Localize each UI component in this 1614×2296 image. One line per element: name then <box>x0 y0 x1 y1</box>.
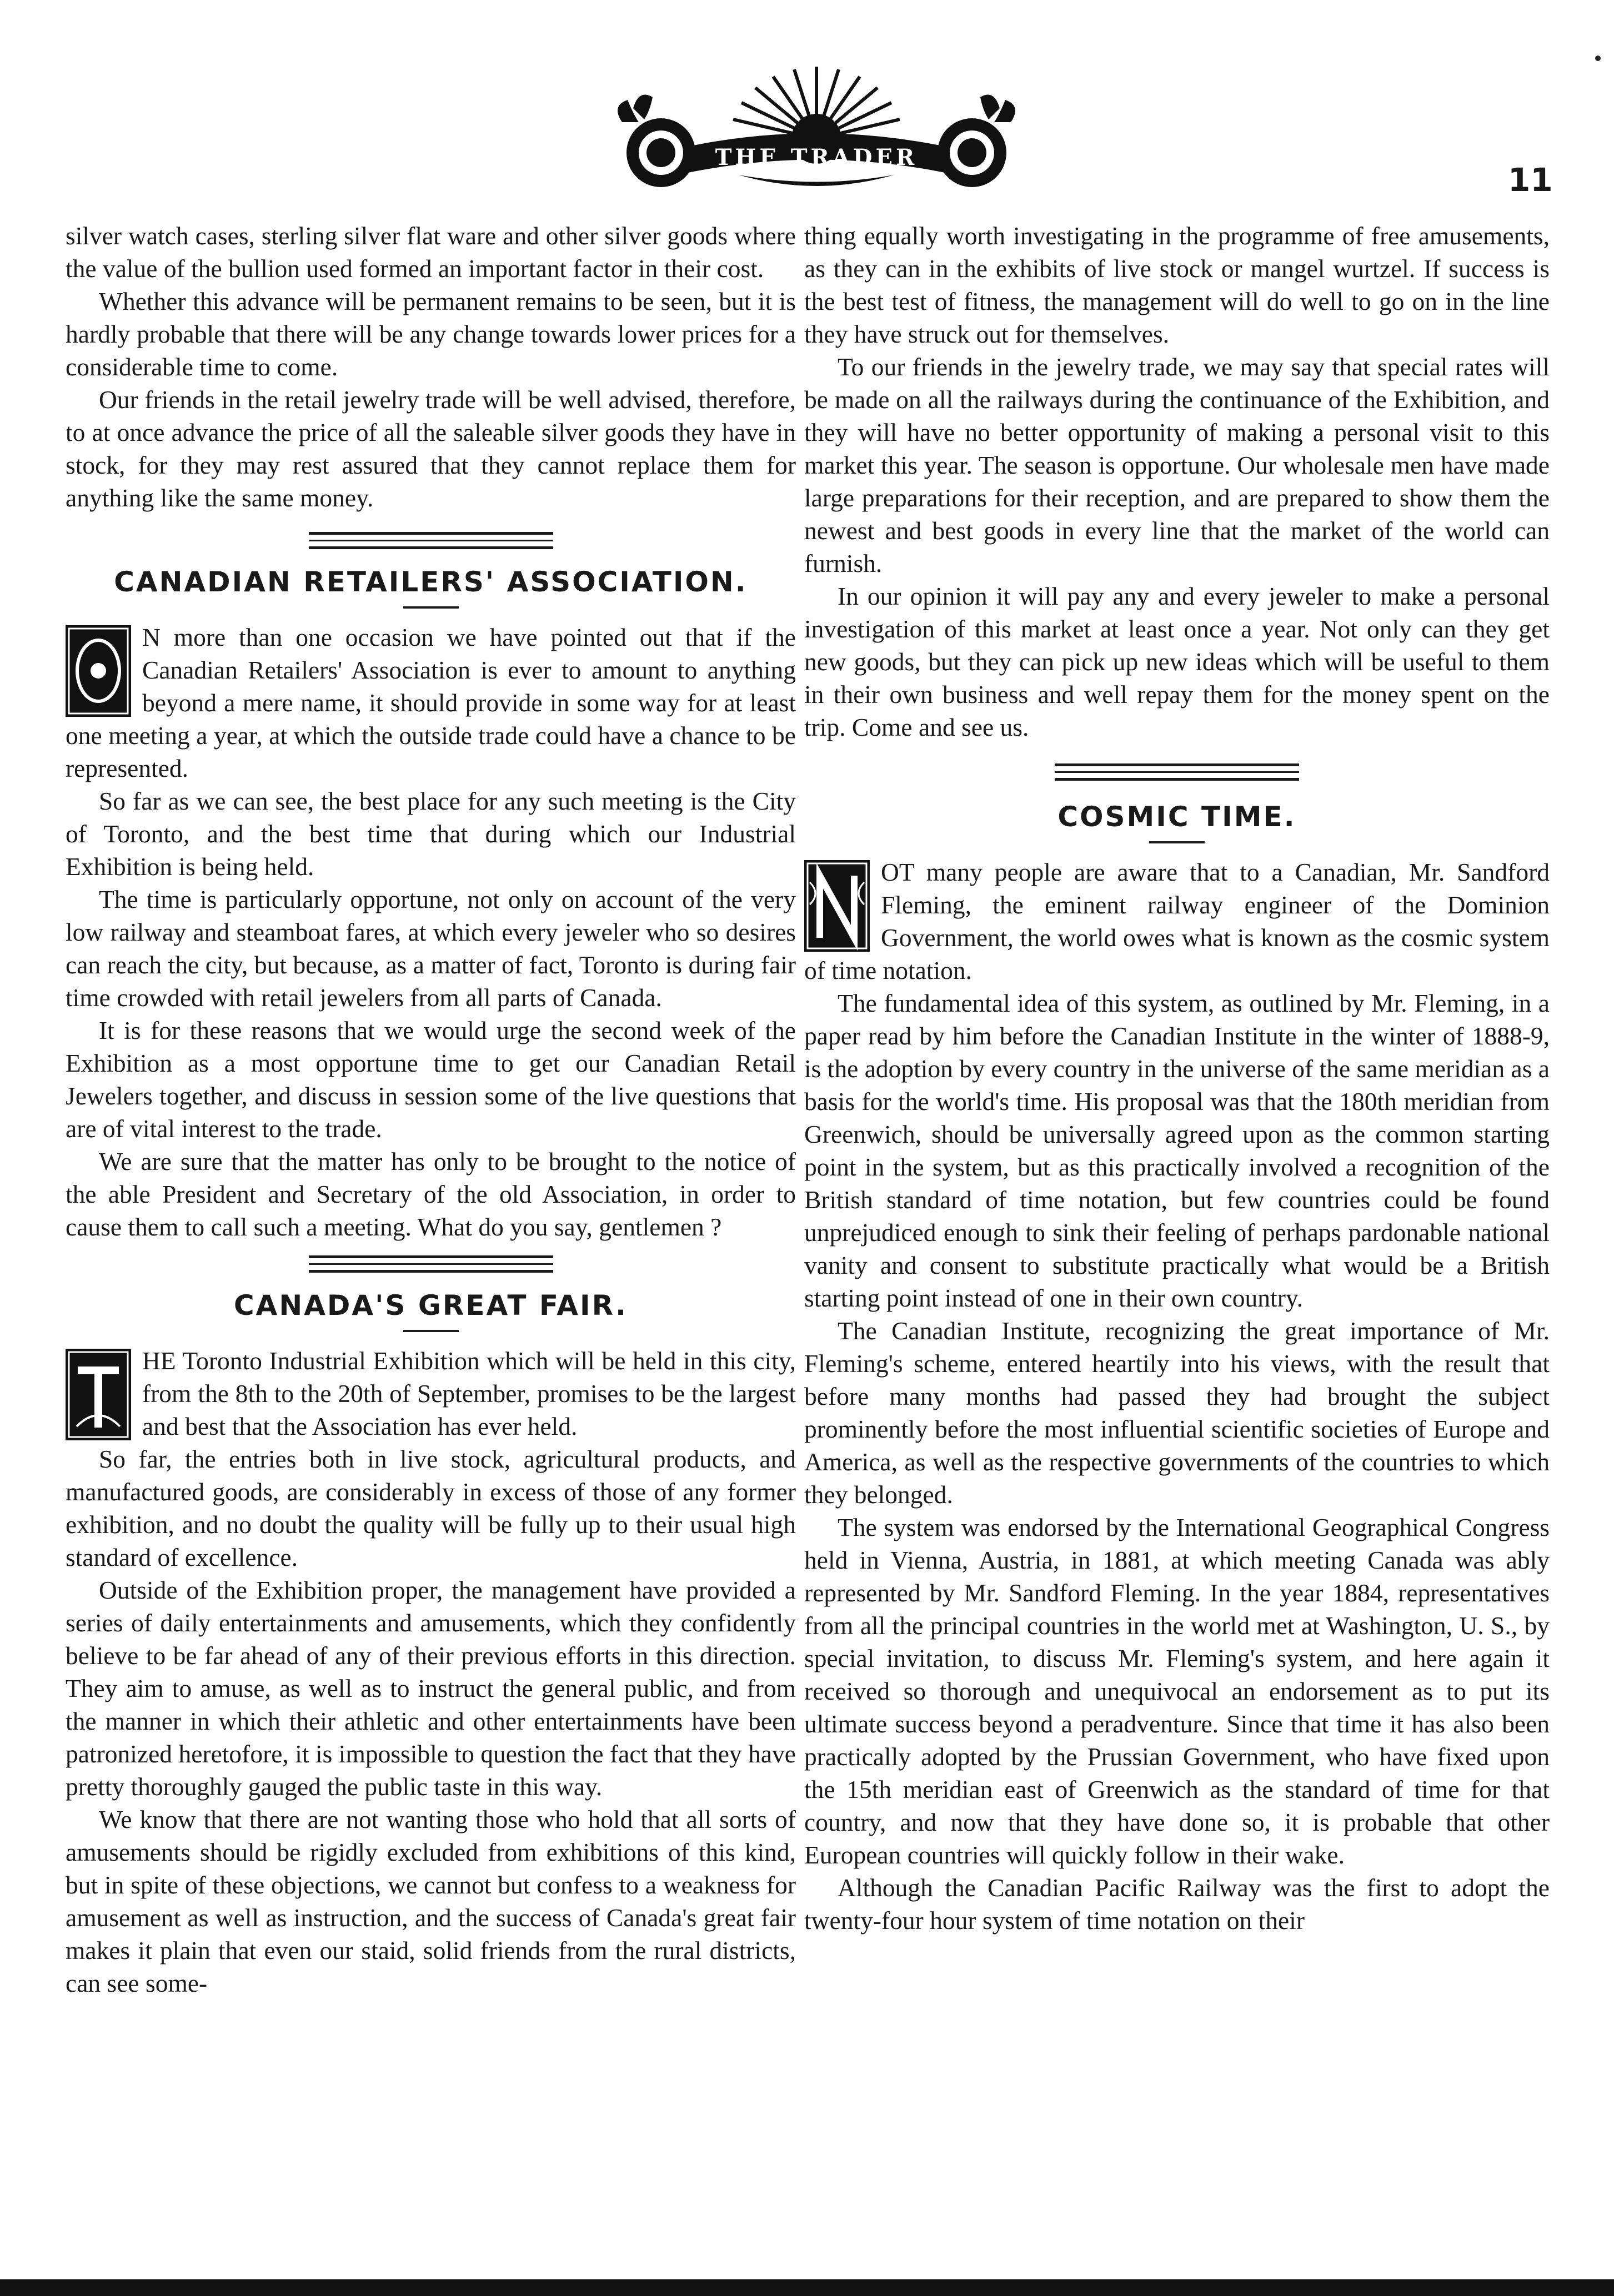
article-paragraph: thing equally worth investigating in the programme of free amusements, as they can in the exhibits of live stock or mangel wurtzel. If success is the best test of fitness, the management will do well to go on in the line they have struck out for themselves. <box>804 222 1550 348</box>
masthead-ornament <box>600 56 1033 200</box>
article-paragraph: The Canadian Institute, recognizing the great importance of Mr. Fleming's scheme, entered heartily into his views, with the result that before many months had passed they had brought the subject prominently before the most influential scientific societies of Europe and America, as well as the respective governments of the countries to which they belonged. <box>804 1317 1550 1509</box>
article-paragraph: We are sure that the matter has only to be brought to the notice of the able President and Secretary of the old Association, in order to cause them to call such a meeting. What do you say, gentlemen ? <box>66 1147 796 1241</box>
right-column <box>804 219 1550 1937</box>
margin-speck <box>1595 56 1601 61</box>
drop-cap-n <box>804 860 870 952</box>
article-paragraph: In our opinion it will pay any and every jeweler to make a personal investigation of this market at least once a year. Not only can they get new goods, but they can pick up new ideas which will be useful to them in their own business and well repay them for the money spent on the trip. Come and see us. <box>804 582 1550 741</box>
article-paragraph: Although the Canadian Pacific Railway was the first to adopt the twenty-four hour system of time notation on their <box>804 1873 1550 1935</box>
article-paragraph: N more than one occasion we have pointed out that if the Canadian Retailers' Association is ever to amount to anything beyond a mere name, it should provide in some way for at least one meeting a year, at which the outside trade could have a chance to be represented. <box>66 623 796 782</box>
section-divider <box>804 755 1550 799</box>
drop-cap-t <box>66 1349 131 1440</box>
article-paragraph: We know that there are not wanting those who hold that all sorts of amusements should be rigidly excluded from exhibitions of this kind, but in spite of these objections, we cannot but confess to a weakness for amusement as well as instruction, and the success of Canada's great fair makes it plain that even our staid, solid friends from the rural districts, can see some- <box>66 1805 796 1997</box>
article-paragraph: Outside of the Exhibition proper, the management have provided a series of daily entertainments and amusements, which they confidently believe to be far ahead of any of their previous efforts in this direction. They aim to amuse, as well as to instruct the general public, and from the manner in which their athletic and other entertainments have been patronized heretofore, it is impossible to question the fact that they have pretty thoroughly gauged the public taste in this way. <box>66 1576 796 1801</box>
heading-underline <box>403 1330 459 1332</box>
article-paragraph: The system was endorsed by the International Geographical Congress held in Vienna, Austria, in 1881, at which meeting Canada was ably represented by Mr. Sandford Fleming. In the year 1884, representatives from all the principal countries in the world met at Washington, U. S., by special invitation, to discuss Mr. Fleming's system, and here again it received so thorough and unequivocal an endorsement as to put its ultimate success beyond a peradventure. Since that time it has also been practically adopted by the Prussian Government, who have fixed upon the 15th meridian east of Greenwich as the standard of time for that country, and now that they have done so, it is probable that other European countries will quickly follow in their wake. <box>804 1513 1550 1869</box>
ornament-icon <box>66 1349 131 1440</box>
heading-underline <box>1149 841 1205 843</box>
article-paragraph: Whether this advance will be permanent remains to be seen, but it is hardly probable that there will be any change towards lower prices for a considerable time to come. <box>66 287 796 381</box>
article-paragraph: The fundamental idea of this system, as outlined by Mr. Fleming, in a paper read by him before the Canadian Institute in the winter of 1888-9, is the adoption by every country in the universe of the same meridian as a basis for the world's time. His proposal was that the 180th meridian from Greenwich, should be universally agreed upon as the common starting point in the system, but as this practically involved a recognition of the British standard of time notation, but few countries could be found unprejudiced enough to sink their feeling of perhaps pardonable national vanity and consent to substitute practically what would be a British starting point instead of one in their own country. <box>804 989 1550 1312</box>
great-fair-heading: CANADA'S GREAT FAIR. <box>233 1289 628 1322</box>
heading-underline <box>403 606 459 609</box>
masthead-logo-icon <box>600 56 1033 200</box>
article-paragraph: silver watch cases, sterling silver flat ware and other silver goods where the value of the bullion used formed an important factor in their cost. <box>66 222 796 283</box>
drop-cap-o <box>66 625 131 717</box>
cosmic-time-heading: COSMIC TIME. <box>1057 801 1296 833</box>
retailers-association-heading: CANADIAN RETAILERS' ASSOCIATION. <box>114 566 748 598</box>
article-paragraph: OT many people are aware that to a Canadian, Mr. Sandford Fleming, the eminent railway engineer of the Dominion Government, the world owes what is known as the cosmic system of time notation. <box>804 858 1550 984</box>
article-paragraph: To our friends in the jewelry trade, we may say that special rates will be made on all the railways during the continuance of the Exhibition, and they will have no better opportunity of making a personal visit to this market this year. The season is opportune. Our wholesale men have made large preparations for their reception, and are prepared to show them the newest and best goods in every line that the market of the world can furnish. <box>804 353 1550 577</box>
scan-bottom-edge <box>0 2279 1614 2296</box>
svg-text:THE TRADER: THE TRADER <box>715 144 918 170</box>
article-paragraph: HE Toronto Industrial Exhibition which will be held in this city, from the 8th to the 20th of September, promises to be the largest and best that the Association has ever held. <box>142 1347 796 1440</box>
article-paragraph: So far, the entries both in live stock, agricultural products, and manufactured goods, are considerably in excess of those of any former exhibition, and no doubt the quality will be fully up to their usual high standard of excellence. <box>66 1445 796 1571</box>
ornament-icon <box>804 860 870 952</box>
section-divider <box>66 1249 796 1288</box>
ornament-icon <box>66 625 131 717</box>
article-paragraph: It is for these reasons that we would urge the second week of the Exhibition as a most opportune time to get our Canadian Retail Jewelers together, and discuss in session some of the live questions that are of vital interest to the trade. <box>66 1016 796 1143</box>
article-paragraph: Our friends in the retail jewelry trade will be well advised, therefore, to at once advance the price of all the saleable silver goods they have in stock, for they may rest assured that they cannot replace them for anything like the same money. <box>66 385 796 512</box>
page-number: 11 <box>1508 161 1553 199</box>
left-column <box>66 219 796 1999</box>
article-paragraph: The time is particularly opportune, not only on account of the very low railway and steamboat fares, at which every jeweler who so desires can reach the city, but because, as a matter of fact, Toronto is during fair time crowded with retail jewelers from all parts of Canada. <box>66 885 796 1012</box>
section-divider <box>66 525 796 564</box>
article-paragraph: So far as we can see, the best place for any such meeting is the City of Toronto, and the best time that during which our Industrial Exhibition is being held. <box>66 787 796 881</box>
